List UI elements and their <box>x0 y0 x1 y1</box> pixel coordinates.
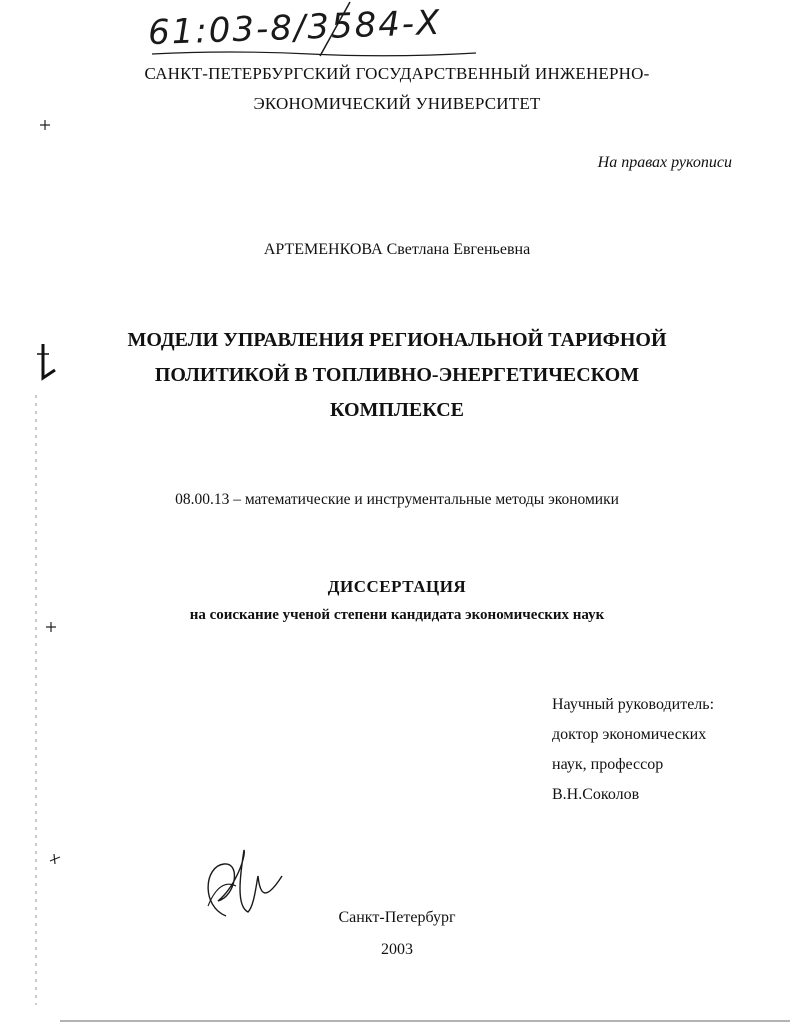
dissertation-title-line-3: КОМПЛЕКСЕ <box>329 399 465 421</box>
left-edge-line-icon <box>34 395 38 1005</box>
underline-stroke-icon <box>150 48 480 60</box>
rights-note: На правах рукописи <box>597 154 732 171</box>
bottom-edge-line-icon <box>60 1019 790 1023</box>
city: Санкт-Петербург <box>338 909 456 926</box>
advisor-name: В.Н.Соколов <box>552 786 640 803</box>
author-name: АРТЕМЕНКОВА Светлана Евгеньевна <box>263 241 531 258</box>
margin-tick-icon <box>48 852 62 866</box>
degree-statement: на соискание ученой степени кандидата экономических наук <box>189 607 605 623</box>
dissertation-title-line-1: МОДЕЛИ УПРАВЛЕНИЯ РЕГИОНАЛЬНОЙ ТАРИФНОЙ <box>127 329 667 351</box>
university-line-2: ЭКОНОМИЧЕСКИЙ УНИВЕРСИТЕТ <box>253 94 541 113</box>
document-type: ДИССЕРТАЦИЯ <box>327 577 467 596</box>
university-line-1: САНКТ-ПЕТЕРБУРГСКИЙ ГОСУДАРСТВЕННЫЙ ИНЖЕНЕРНО- <box>144 64 650 83</box>
advisor-title-2: наук, профессор <box>552 756 664 773</box>
specialty-code: 08.00.13 – математические и инструментальные методы экономики <box>175 491 619 508</box>
year: 2003 <box>381 941 413 958</box>
archive-code: 61:03-8/3584-Х <box>147 2 443 54</box>
margin-mark-icon <box>33 340 59 390</box>
advisor-title-1: доктор экономических <box>552 726 707 743</box>
dissertation-title-line-2: ПОЛИТИКОЙ В ТОПЛИВНО-ЭНЕРГЕТИЧЕСКОМ <box>154 364 640 386</box>
margin-tick-icon <box>44 620 58 634</box>
margin-tick-icon <box>38 118 52 132</box>
advisor-label: Научный руководитель: <box>552 696 715 713</box>
